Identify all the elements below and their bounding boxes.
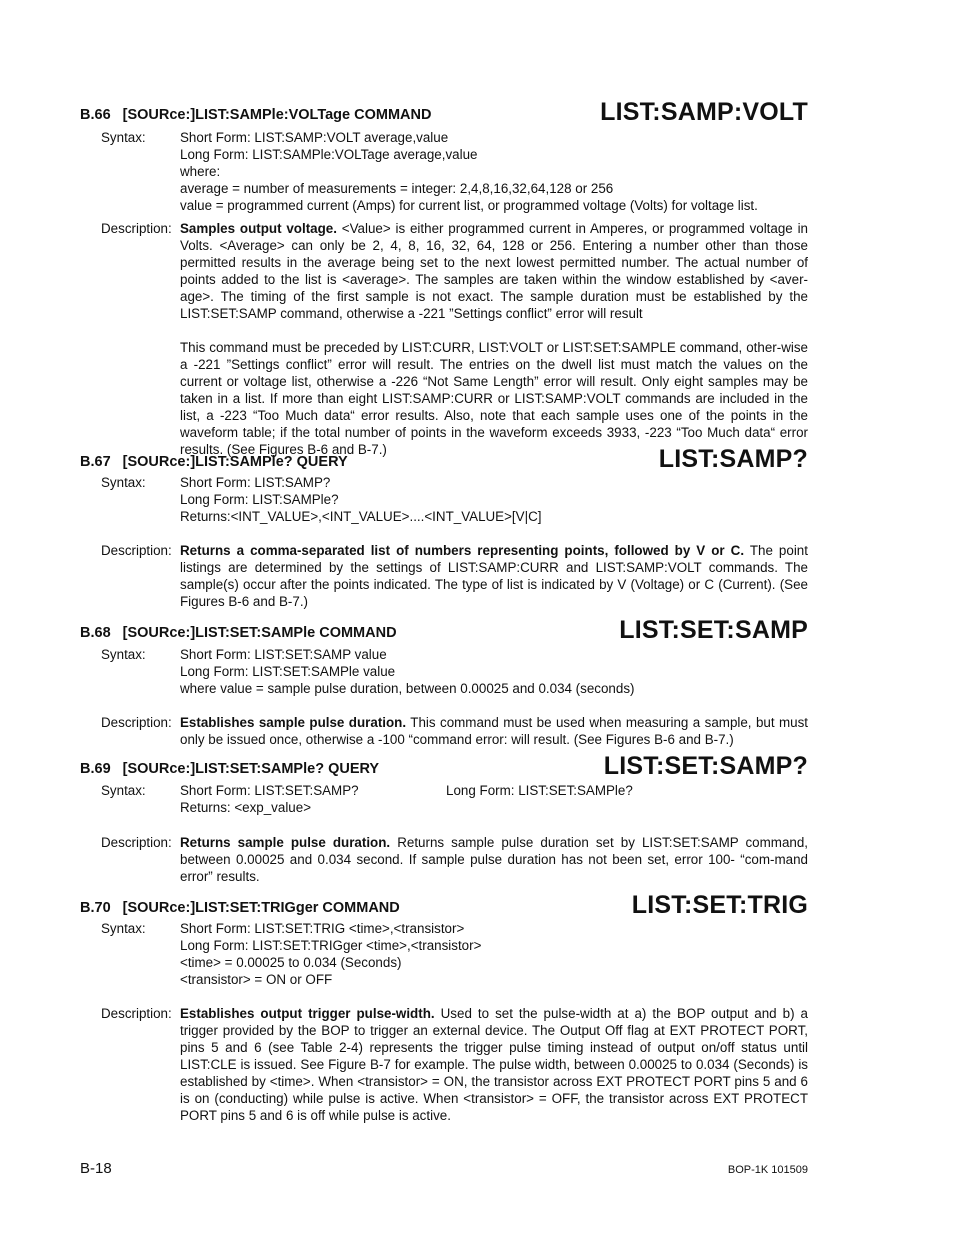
description-label: Description: (101, 221, 172, 236)
section-title: [SOURce:]LIST:SET:SAMPle COMMAND (122, 625, 397, 641)
section-heading (80, 900, 400, 916)
syntax-line: Short Form: LIST:SAMP:VOLT average,value (180, 130, 449, 145)
syntax-label: Syntax: (101, 783, 146, 798)
section-number: B.67 (80, 454, 111, 470)
syntax-label: Syntax: (101, 475, 146, 490)
syntax-label: Syntax: (101, 647, 146, 662)
syntax-block (0, 920, 954, 988)
description-text (180, 714, 808, 748)
section-header (0, 98, 954, 126)
description-lead: Samples output voltage. (180, 221, 337, 236)
description-block (0, 714, 954, 748)
description-block (0, 1005, 954, 1124)
syntax-block (0, 129, 954, 214)
description-block (0, 542, 954, 610)
description-body: This command must be used when measuring a sample, but must only be issued once, otherwise a -100 “command error: will result. (See Figures B-6 and B-7.) (180, 715, 808, 747)
description-lead: Establishes sample pulse duration. (180, 715, 407, 730)
section-b69 (0, 753, 954, 885)
syntax-block (0, 782, 954, 816)
syntax-line: Long Form: LIST:SET:TRIGger <time>,<transistor> (180, 938, 482, 953)
syntax-line: Returns:<INT_VALUE>,<INT_VALUE>....<INT_VALUE>[V|C] (180, 509, 542, 524)
section-heading (80, 454, 348, 470)
document-id: BOP-1K 101509 (727, 1164, 808, 1176)
section-b66 (0, 99, 954, 458)
description-body: <Value> is either programmed current in Amperes, or programmed voltage in Volts. <Average> can only be 2, 4, 8, 16, 32, 64, 128 or 256. Entering a number other than those permitted results in the average being set to the next lowest permitted number. The actual number of points added to the list is <average>. The samples are taken within the window established by <aver-age>. The timing of the first sample is not exact. The sample duration must be established by the LIST:SET:SAMP command, otherwise a -221 ”Settings conflict” error will result (180, 221, 808, 321)
description-lead: Returns a comma-separated list of numbers representing points, followed by V or C. (180, 543, 745, 558)
syntax-long-form: Long Form: LIST:SET:SAMPle? (446, 783, 633, 798)
syntax-line: <time> = 0.00025 to 0.034 (Seconds) (180, 955, 402, 970)
description-text (180, 834, 808, 885)
syntax-line: <transistor> = ON or OFF (180, 972, 333, 987)
section-heading (80, 107, 431, 123)
syntax-label: Syntax: (101, 921, 146, 936)
section-title: [SOURce:]LIST:SET:TRIGger COMMAND (122, 900, 400, 916)
section-heading (80, 761, 379, 777)
description-body: Returns sample pulse duration set by LIST:SET:SAMP command, between 0.00025 and 0.034 second. If sample pulse duration has not been set, error 100- “com-mand error” results. (180, 835, 809, 884)
section-number: B.68 (80, 625, 111, 641)
description-lead: Establishes output trigger pulse-width. (180, 1006, 435, 1021)
section-b67 (0, 446, 954, 610)
syntax-block (0, 646, 954, 697)
syntax-line: Short Form: LIST:SET:SAMP? (180, 783, 359, 798)
command-short-name: LIST:SET:SAMP (619, 616, 808, 644)
description-label: Description: (101, 715, 172, 730)
syntax-line: Long Form: LIST:SAMPle? (180, 492, 339, 507)
syntax-line: Short Form: LIST:SET:TRIG <time>,<transistor> (180, 921, 465, 936)
syntax-line: where: (180, 164, 221, 179)
description-body: The point listings are determined by the settings of LIST:SAMP:CURR and LIST:SAMP:VOLT commands. The sample(s) occur after the points indicated. The type of list is indicated by V (Voltage) or C (Current). (See Figures B-6 and B-7.) (180, 543, 808, 609)
command-short-name: LIST:SET:SAMP? (603, 752, 808, 780)
section-heading (80, 625, 397, 641)
section-number: B.70 (80, 900, 111, 916)
syntax-line: Long Form: LIST:SAMPle:VOLTage average,value (180, 147, 478, 162)
section-number: B.69 (80, 761, 111, 777)
syntax-line: where value = sample pulse duration, between 0.00025 and 0.034 (seconds) (180, 681, 635, 696)
syntax-line: Short Form: LIST:SET:SAMP value (180, 647, 387, 662)
section-number: B.66 (80, 107, 111, 123)
description-label: Description: (101, 835, 172, 850)
syntax-line: Short Form: LIST:SAMP? (180, 475, 331, 490)
command-short-name: LIST:SAMP:VOLT (600, 98, 808, 126)
description-label: Description: (101, 1006, 172, 1021)
section-header (0, 752, 954, 780)
syntax-line: Long Form: LIST:SET:SAMPle value (180, 664, 396, 679)
section-title: [SOURce:]LIST:SAMPle:VOLTage COMMAND (122, 107, 432, 123)
syntax-line: value = programmed current (Amps) for current list, or programmed voltage (Volts) for voltage list. (180, 198, 758, 213)
description-text (180, 220, 808, 322)
syntax-line: average = number of measurements = integer: 2,4,8,16,32,64,128 or 256 (180, 181, 614, 196)
description-block (0, 220, 954, 458)
syntax-label: Syntax: (101, 130, 146, 145)
description-text (180, 1005, 808, 1124)
command-short-name: LIST:SET:TRIG (631, 891, 808, 919)
description-body: Used to set the pulse-width at a) the BOP output and b) a trigger provided by the BOP to trigger an external device. The Output Off flag at EXT PROTECT PORT, pins 5 and 6 (see Table 2-4) represents the trigger pulse timing instead of output on/off status until LIST:CLE is issued. See Figure B-7 for example. The pulse width, between 0.00025 to 0.034 (Seconds) is established by <time>. When <transistor> = ON, the transistor across EXT PROTECT PORT pins 5 and 6 is on (conducting) while pulse is active. When <transistor> = OFF, the transistor across EXT PROTECT PORT pins 5 and 6 is off while pulse is active. (180, 1006, 808, 1123)
section-header (0, 616, 954, 644)
section-title: [SOURce:]LIST:SET:SAMPle? QUERY (122, 761, 380, 777)
syntax-line: Returns: <exp_value> (180, 800, 312, 815)
command-short-name: LIST:SAMP? (658, 445, 808, 473)
section-header (0, 445, 954, 473)
section-b68 (0, 617, 954, 748)
section-header (0, 891, 954, 919)
description-text (180, 542, 808, 610)
description-lead: Returns sample pulse duration. (180, 835, 391, 850)
description-para-2: This command must be preceded by LIST:CURR, LIST:VOLT or LIST:SET:SAMPLE command, other-wise a -221 ”Settings conflict” error will result. The entries on the dwell list must match the values on the current or voltage list, otherwise a -226 “Not Same Length” error will result. Only eight samples may be taken in a list. If more than eight LIST:SAMP:CURR or LIST:SAMP:VOLT commands are included in the list, a -223 “Too Much data“ error results. Also, note that each sample uses one of the points in the waveform table; if the total number of points in the waveform exceeds 3933, -223 “Too Much data“ error results. (See Figures B-6 and B-7.) (180, 340, 808, 457)
description-label: Description: (101, 543, 172, 558)
description-block (0, 834, 954, 885)
page-number: B-18 (80, 1160, 112, 1177)
section-b70 (0, 892, 954, 1124)
section-title: [SOURce:]LIST:SAMPle? QUERY (122, 454, 348, 470)
syntax-block (0, 474, 954, 525)
